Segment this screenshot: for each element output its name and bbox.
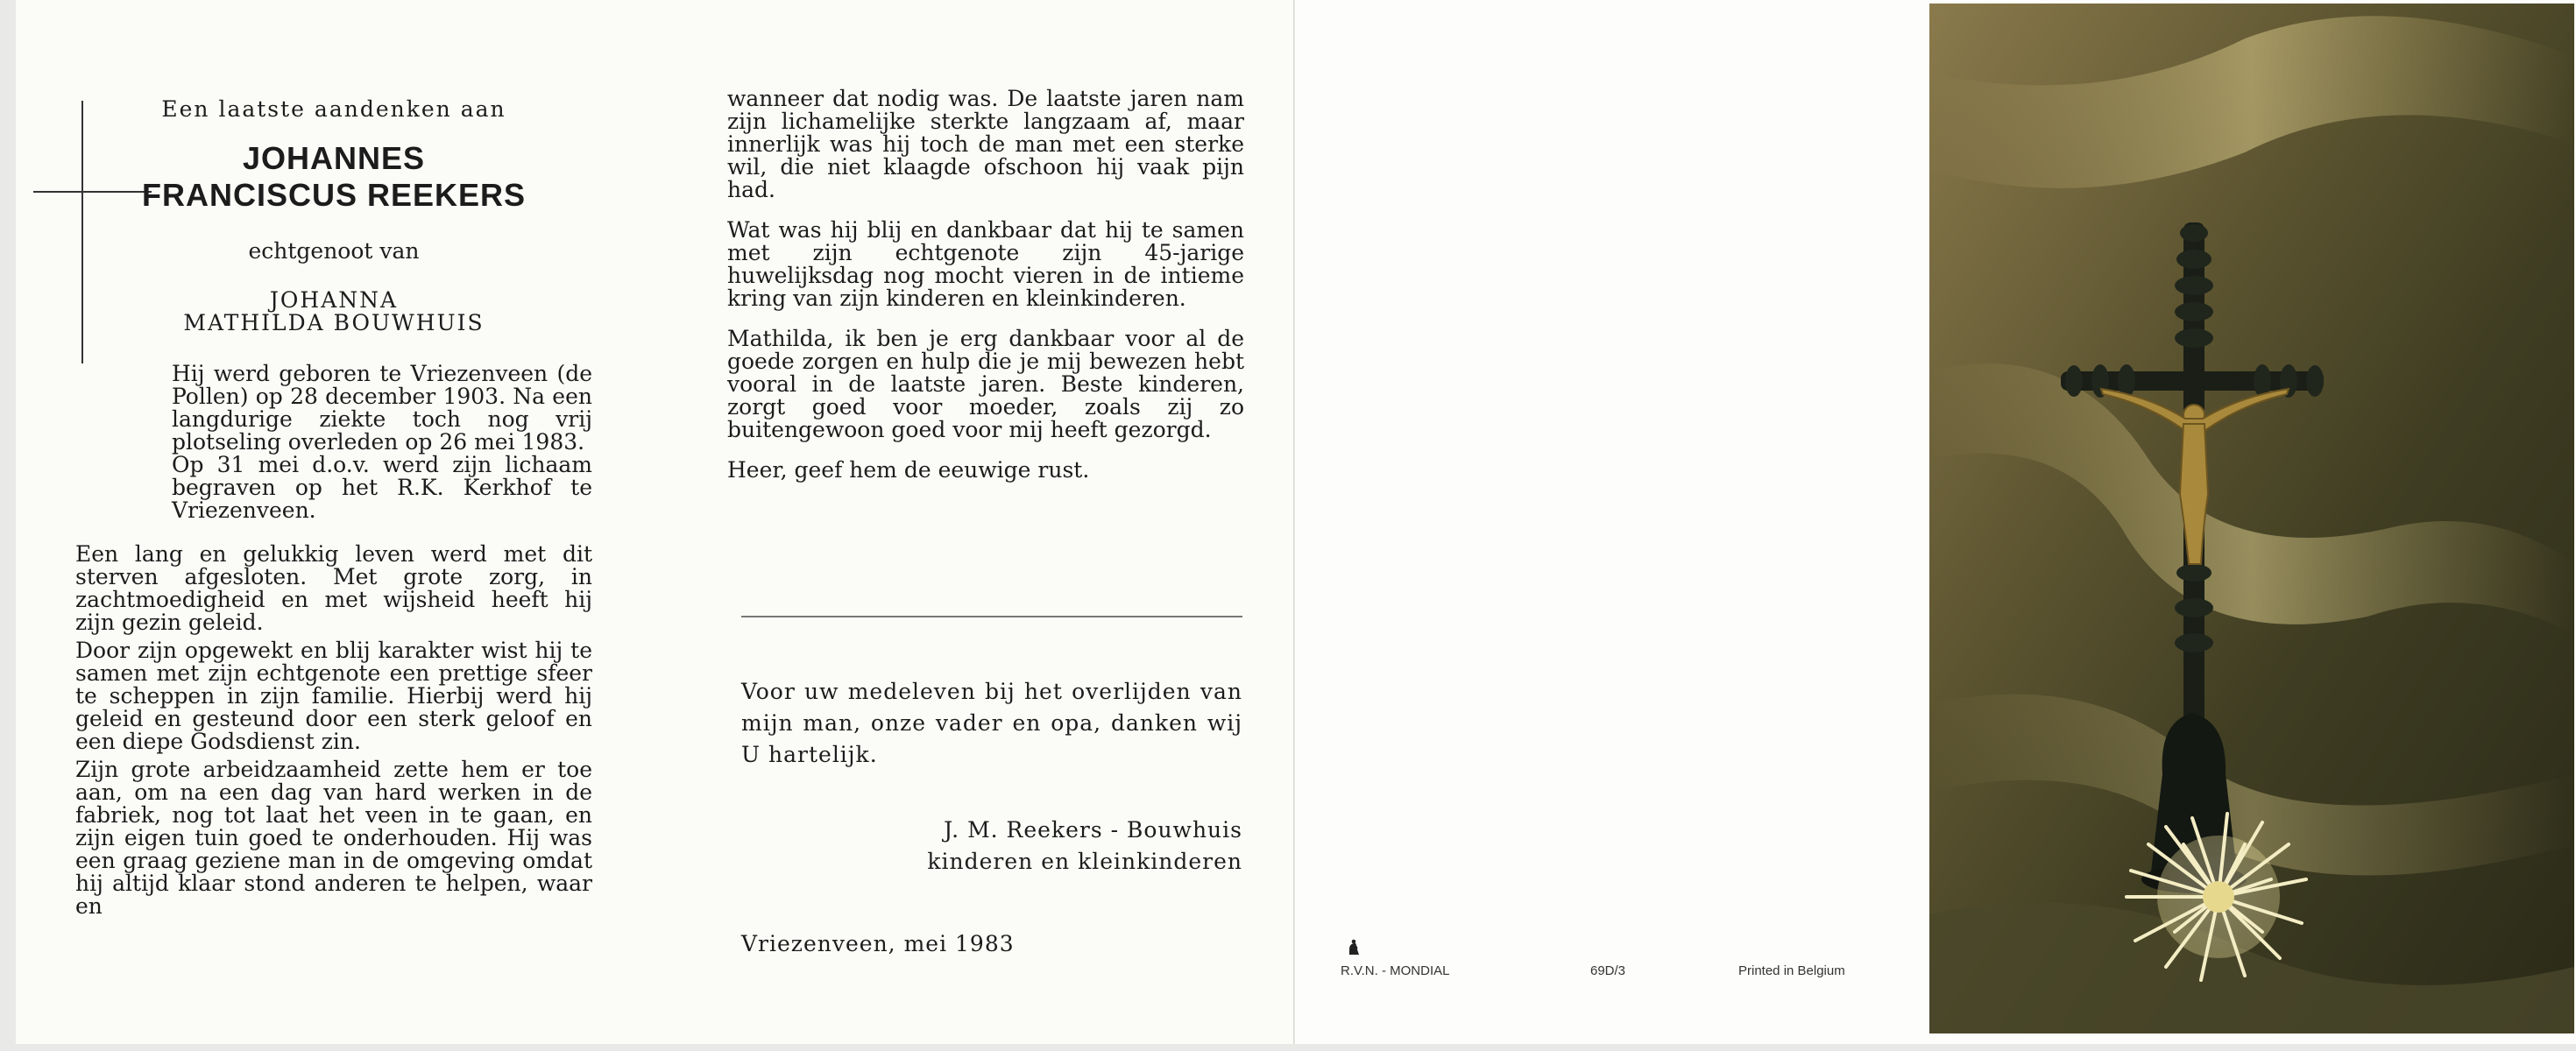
spouse-label: echtgenoot van bbox=[248, 238, 420, 264]
section-divider bbox=[741, 616, 1242, 617]
spouse-name-line1: JOHANNA bbox=[269, 287, 399, 313]
text-column-right bbox=[727, 88, 1244, 482]
memorial-paragraph: Wat was hij blij en dankbaar dat hij te samen met zijn echtgenote zijn 45-jarige huwelijksdag nog mocht vieren in de intieme kring van zijn kinderen en kleinkinderen. bbox=[727, 217, 1244, 311]
memorial-paragraphs-left bbox=[75, 543, 592, 918]
card-inner-spread bbox=[16, 0, 1294, 1044]
memorial-paragraph: Mathilda, ik ben je erg dankbaar voor al de goede zorgen en hulp die je mij bewezen hebt vooral in de laatste jaren. Beste kinderen, zorgt goed voor moeder, zoals zij zo buitengewoon goed voor mij heeft gezorgd. bbox=[727, 326, 1244, 442]
product-code: 69D/3 bbox=[1590, 963, 1626, 978]
signature-line: kinderen en kleinkinderen bbox=[927, 849, 1242, 874]
memorial-paragraph: wanneer dat nodig was. De laatste jaren nam zijn lichamelijke sterkte langzaam af, maar innerlijk was hij toch de man met een sterke wil, die niet klaagde ofschoon hij vaak pijn had. bbox=[727, 86, 1244, 202]
publisher-logo-icon bbox=[1344, 939, 1363, 956]
crucifix-photo bbox=[1929, 4, 2574, 1033]
memorial-paragraph: Zijn grote arbeidzaamheid zette hem er toe aan, om na een dag van hard werken in de fabriek, nog tot laat het veen in te gaan, en zijn eigen tuin goed te onderhouden. Hij was een graag geziene man in de omgeving omdat hij altijd klaar stond anderen te helpen, waar en bbox=[75, 757, 592, 919]
birth-death-text: Hij werd geboren te Vriezenveen (de Pollen) op 28 december 1903. Na een langdurige ziekte toch nog vrij plotseling overleden op 26 mei 1983. bbox=[172, 361, 592, 455]
spouse-name-line2: MATHILDA BOUWHUIS bbox=[183, 310, 485, 335]
deceased-name-line1: JOHANNES bbox=[242, 140, 426, 176]
burial-text: Op 31 mei d.o.v. werd zijn lichaam begraven op het R.K. Kerkhof te Vriezenveen. bbox=[172, 452, 592, 523]
memorial-intro: Een laatste aandenken aan bbox=[161, 96, 506, 122]
biography-block bbox=[172, 363, 592, 522]
printed-in: Printed in Belgium bbox=[1738, 963, 1845, 978]
crucifix-illustration bbox=[1929, 4, 2574, 1033]
publisher-name: R.V.N. - MONDIAL bbox=[1341, 963, 1450, 978]
thanks-message: Voor uw medeleven bij het overlijden van mijn man, onze vader en opa, danken wij U hartelijk. bbox=[741, 679, 1242, 767]
deceased-name-line2: FRANCISCUS REEKERS bbox=[141, 177, 527, 213]
signature-line: J. M. Reekers - Bouwhuis bbox=[944, 817, 1242, 843]
place-and-date: Vriezenveen, mei 1983 bbox=[741, 931, 1015, 956]
family-signature bbox=[927, 815, 1242, 878]
prayer-line: Heer, geef hem de eeuwige rust. bbox=[727, 457, 1090, 483]
memorial-paragraph: Door zijn opgewekt en blij karakter wist hij te samen met zijn echtgenote een prettige sfeer te scheppen in zijn familie. Hierbij werd hij geleid en gesteund door een sterk geloof en een diepe Godsdienst zin. bbox=[75, 638, 592, 754]
memorial-paragraph: Een lang en gelukkig leven werd met dit sterven afgesloten. Met grote zorg, in zachtmoedigheid en met wijsheid heeft hij zijn gezin geleid. bbox=[75, 541, 592, 635]
text-column-left bbox=[75, 98, 592, 918]
